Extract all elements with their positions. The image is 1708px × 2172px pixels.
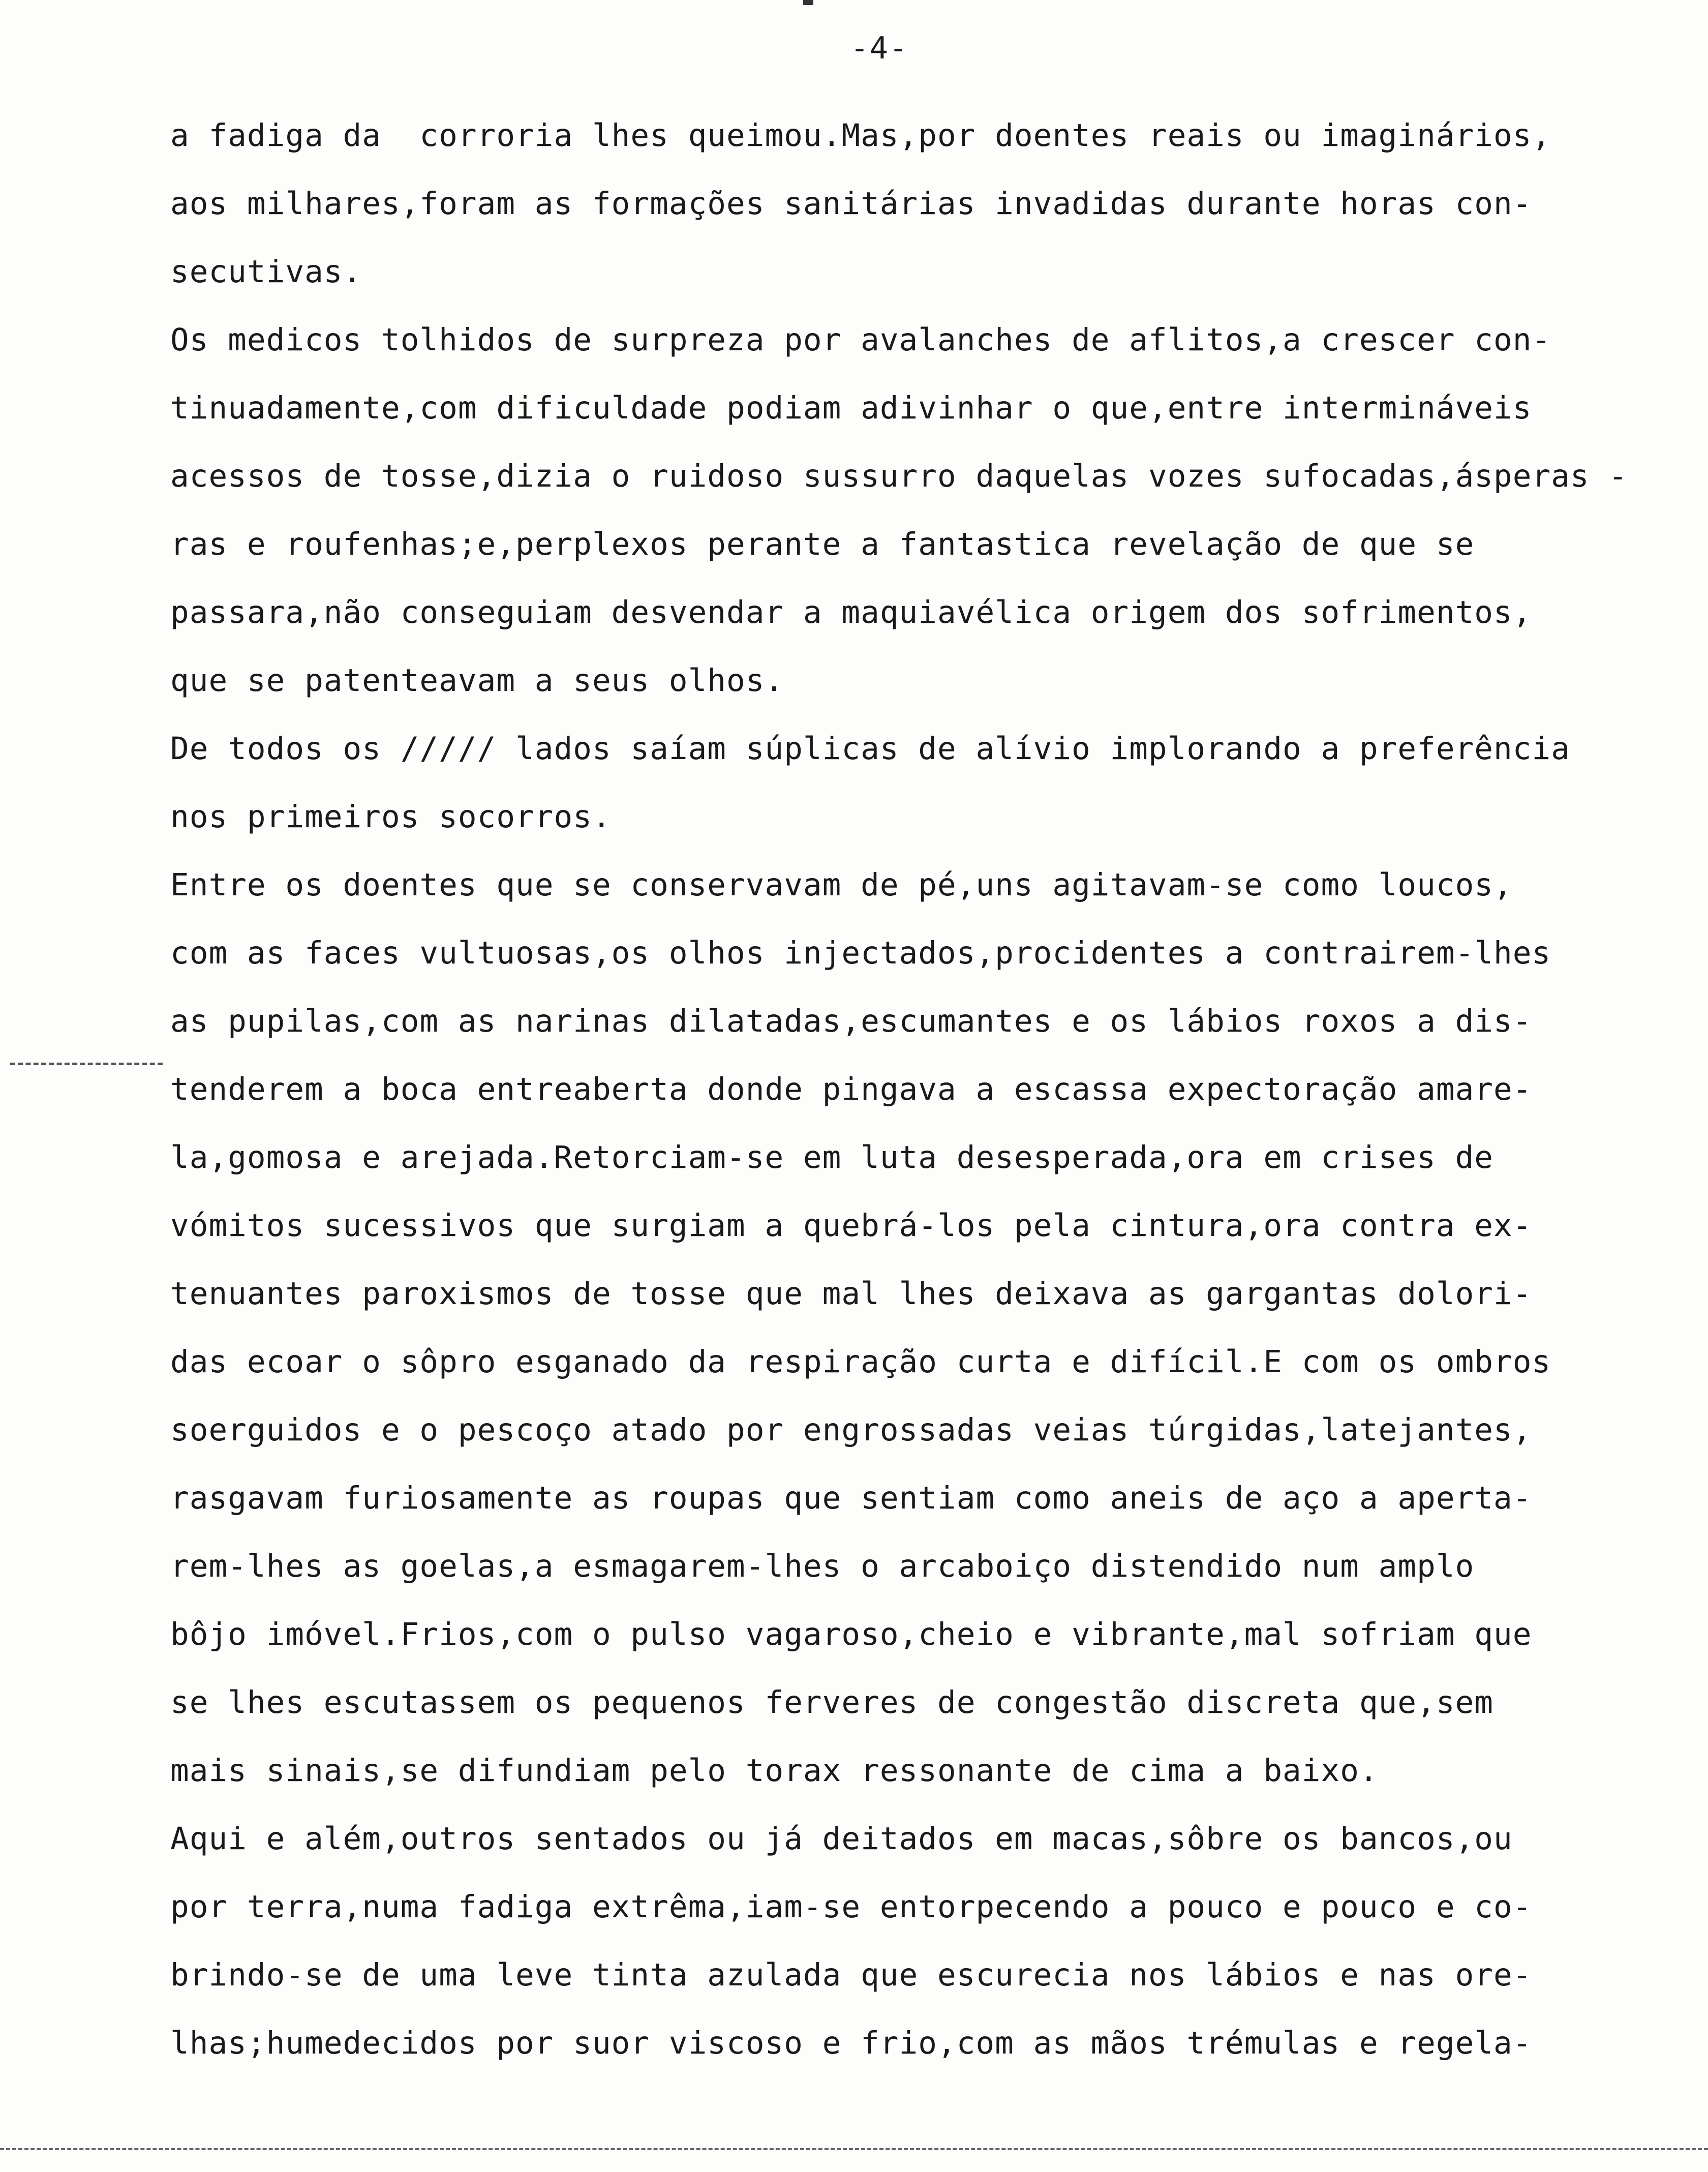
text-line: secutivas. bbox=[170, 254, 362, 290]
text-line: la,gomosa e arejada.Retorciam-se em luta desesperada,ora em crises de bbox=[170, 1139, 1494, 1175]
text-line: das ecoar o sôpro esganado da respiração curta e difícil.E com os ombros bbox=[170, 1344, 1551, 1380]
text-line: brindo-se de uma leve tinta azulada que escurecia nos lábios e nas ore- bbox=[170, 1957, 1532, 1993]
text-line: acessos de tosse,dizia o ruidoso sussurro daquelas vozes sufocadas,ásperas - bbox=[170, 458, 1628, 494]
body-text bbox=[170, 102, 1655, 2077]
text-line: mais sinais,se difundiam pelo torax ressonante de cima a baixo. bbox=[170, 1753, 1379, 1789]
text-line: rasgavam furiosamente as roupas que sentiam como aneis de aço a aperta- bbox=[170, 1480, 1532, 1516]
text-line: tenderem a boca entreaberta donde pingava a escassa expectoração amare- bbox=[170, 1071, 1532, 1107]
text-line: Aqui e além,outros sentados ou já deitados em macas,sôbre os bancos,ou bbox=[170, 1821, 1513, 1857]
bottom-edge-rule bbox=[0, 2148, 1708, 2152]
text-line: rem-lhes as goelas,a esmagarem-lhes o arcaboiço distendido num amplo bbox=[170, 1548, 1475, 1584]
text-line: Os medicos tolhidos de surpreza por avalanches de aflitos,a crescer con- bbox=[170, 322, 1551, 358]
text-line: nos primeiros socorros. bbox=[170, 799, 612, 835]
text-line: bôjo imóvel.Frios,com o pulso vagaroso,cheio e vibrante,mal sofriam que bbox=[170, 1616, 1532, 1652]
text-line: tinuadamente,com dificuldade podiam adivinhar o que,entre intermináveis bbox=[170, 390, 1532, 426]
text-line: que se patenteavam a seus olhos. bbox=[170, 662, 784, 699]
text-line: passara,não conseguiam desvendar a maquiavélica origem dos sofrimentos, bbox=[170, 594, 1532, 630]
text-line: as pupilas,com as narinas dilatadas,escumantes e os lábios roxos a dis- bbox=[170, 1003, 1532, 1039]
top-edge-mark bbox=[803, 0, 813, 5]
text-line: tenuantes paroxismos de tosse que mal lhes deixava as gargantas dolori- bbox=[170, 1276, 1532, 1312]
text-line: a fadiga da corroria lhes queimou.Mas,por doentes reais ou imaginários, bbox=[170, 117, 1551, 154]
text-line: por terra,numa fadiga extrêma,iam-se entorpecendo a pouco e pouco e co- bbox=[170, 1889, 1532, 1925]
margin-insertion-mark bbox=[10, 1063, 163, 1068]
text-line: Entre os doentes que se conservavam de pé,uns agitavam-se como loucos, bbox=[170, 867, 1513, 903]
text-line: ras e roufenhas;e,perplexos perante a fantastica revelação de que se bbox=[170, 526, 1475, 562]
text-line: com as faces vultuosas,os olhos injectados,procidentes a contrairem-lhes bbox=[170, 935, 1551, 971]
text-line: De todos os ///// lados saíam súplicas de alívio implorando a preferência bbox=[170, 731, 1570, 767]
page-number: -4- bbox=[850, 31, 909, 66]
text-line: aos milhares,foram as formações sanitárias invadidas durante horas con- bbox=[170, 186, 1532, 222]
text-line: lhas;humedecidos por suor viscoso e frio,com as mãos trémulas e regela- bbox=[170, 2025, 1532, 2061]
text-line: soerguidos e o pescoço atado por engrossadas veias túrgidas,latejantes, bbox=[170, 1412, 1532, 1448]
text-line: vómitos sucessivos que surgiam a quebrá-los pela cintura,ora contra ex- bbox=[170, 1208, 1532, 1244]
text-line: se lhes escutassem os pequenos ferveres de congestão discreta que,sem bbox=[170, 1684, 1494, 1721]
